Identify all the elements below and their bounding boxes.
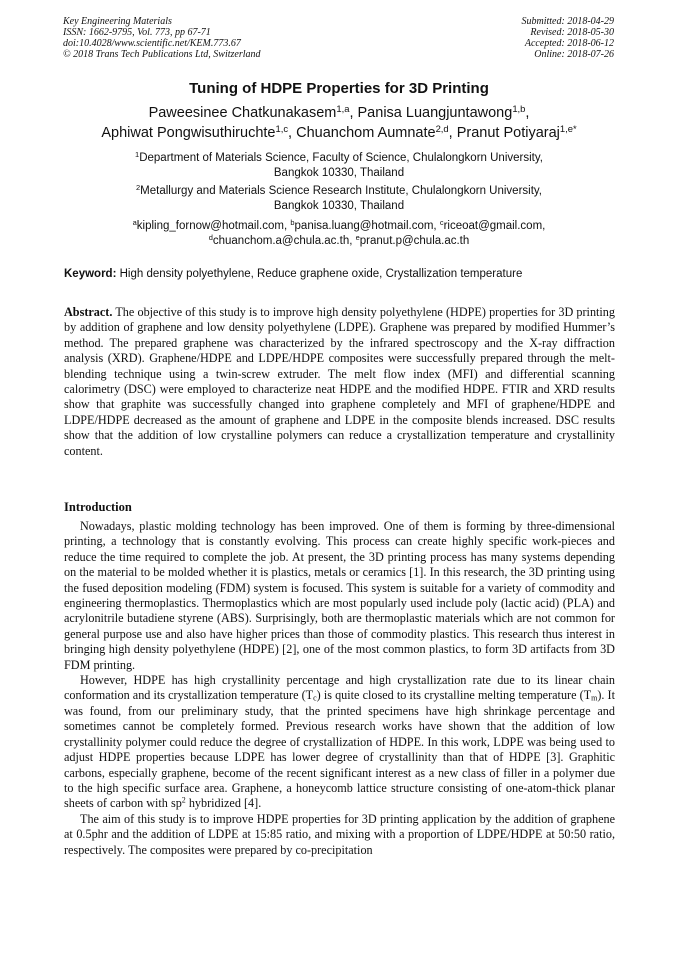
affiliation-address: Bangkok 10330, Thailand — [273, 200, 405, 212]
author-name: Panisa Luangjuntawong — [357, 105, 513, 121]
author-affiliation-mark: 2,d — [435, 122, 449, 134]
author-name: Chuanchom Aumnate — [296, 125, 436, 141]
author-emails: $^a$kipling_fornow@hotmail.com, $^b$panisa.luang@hotmail.com, $^c$riceoat@gmail.com, $^d$chuanchom.a@chula.ac.th, $^e$pranut.p@chula.ac.th — [132, 217, 546, 247]
email-a[interactable]: kipling_fornow@hotmail.com, — [136, 220, 288, 232]
author-affiliation-mark: 1,c — [275, 122, 289, 134]
journal-name: Key Engineering Materials — [63, 16, 172, 27]
author-name: Paweesinee Chatkunakasem — [148, 105, 337, 121]
affiliation-1 — [90, 151, 588, 181]
author-list — [40, 103, 638, 143]
affiliation-2 — [90, 184, 588, 214]
affiliation-text: Department of Materials Science, Faculty of Science, Chulalongkorn University, — [139, 152, 543, 164]
affiliation-text: Metallurgy and Materials Science Research Institute, Chulalongkorn University, — [140, 185, 542, 197]
email-b[interactable]: panisa.luang@hotmail.com, — [294, 220, 437, 232]
accepted-date: Accepted: 2018-06-12 — [524, 38, 614, 49]
email-e[interactable]: pranut.p@chula.ac.th — [359, 235, 470, 247]
introduction-body — [64, 519, 615, 858]
author-line-1: Paweesinee Chatkunakasem$^{1,a}$, Panisa Luangjuntawong$^{1,b}$, — [148, 102, 530, 121]
publication-dates — [522, 16, 615, 60]
issn-line: ISSN: 1662-9795, Vol. 773, pp 67-71 — [63, 27, 211, 38]
abstract-label: Abstract. — [64, 305, 113, 319]
author-affiliation-mark: 1,a — [336, 102, 350, 114]
revised-date: Revised: 2018-05-30 — [530, 27, 614, 38]
keywords — [64, 268, 614, 280]
introduction-heading: Introduction — [64, 500, 132, 514]
abstract — [64, 305, 615, 459]
email-d[interactable]: chuanchom.a@chula.ac.th, — [212, 235, 353, 247]
paper-title: Tuning of HDPE Properties for 3D Printing — [189, 80, 489, 97]
abstract-text: The objective of this study is to improve high density polyethylene (HDPE) properties for 3D printing by addition of graphene and low density polyethylene (LDPE). Graphene was prepared by modified Hummer’s method. The prepared graphene was characterized by the infrared spectroscopy and the X-ray diffraction analysis (XRD). Graphene/HDPE and LDPE/HDPE composites were successfully prepared through the melt-blending technique using a twin-screw extruder. The melt flow index (MFI) and differential scanning calorimetry (DSC) were employed to characterize neat HDPE and the modified HDPE. FTIR and XRD results show that graphite was successfully changed into graphene completely and MFI of graphene/HDPE and LDPE/HDPE decreased as the amount of graphene and LDPE in the composite blends increased. DSC results show that the addition of low crystalline polymers can reduce a crystallization temperature and crystallinity content. — [64, 305, 615, 458]
affiliation-address: Bangkok 10330, Thailand — [273, 167, 405, 179]
keyword-label: Keyword: — [64, 268, 117, 280]
doi-line: doi:10.4028/www.scientific.net/KEM.773.67 — [63, 38, 241, 49]
submitted-date: Submitted: 2018-04-29 — [521, 16, 614, 27]
intro-paragraph-3: The aim of this study is to improve HDPE properties for 3D printing application by the addition of graphene at 0.5phr and the addition of LDPE at 15:85 ratio, and mixing with a proportion of LDPE/HDPE at 50:50 ratio, respectively. The composites were prepared by co-precipitation — [64, 811, 615, 857]
email-c[interactable]: riceoat@gmail.com, — [443, 220, 546, 232]
author-line-2: Aphiwat Pongwisuthiruchte$^{1,c}$, Chuanchom Aumnate$^{2,d}$, Pranut Potiyaraj$^{1,e*}$ — [101, 122, 577, 141]
author-affiliation-mark: 1,e* — [559, 122, 577, 134]
intro-paragraph-1: Nowadays, plastic molding technology has been improved. One of them is forming by three-dimensional printing, a technology that is constantly evolving. This process can create highly specific work-pieces and reduce the time required to complete the job. At present, the 3D printing process has many systems depending on the material to be molded whether it is plastics, metals or ceramics [1]. In this research, the 3D printing using the fused deposition modeling (FDM) system is focused. This system is suitable for a variety of commodity and engineering thermoplastics. Thermoplastics which are most popularly used include poly (lactic acid) (PLA) and acrylonitrile butadiene styrene (ABS). Surprisingly, both are thermoplastic materials which are not common for general purpose use and also have higher prices than those of commodity plastics. This research thus interest in bringing high density polyethylene (HDPE) [2], one of the most common plastics, to form 3D artifacts from 3D FDM printing. — [64, 519, 615, 672]
author-name: Pranut Potiyaraj — [456, 125, 560, 141]
copyright-line: © 2018 Trans Tech Publications Ltd, Switzerland — [63, 49, 261, 60]
affiliation-mark: 2 — [136, 182, 141, 192]
author-name: Aphiwat Pongwisuthiruchte — [101, 125, 276, 141]
intro-paragraph-2: However, HDPE has high crystallinity percentage and high crystallization rate due to its linear chain conformation and its crystallization temperature $(T_c)$ is quite closed to its crystalline melting temperature $(T_m)$. It was found, from our preliminary study, that the printed specimens have high shrinkage percentage and sometimes cannot be completely formed. Previous research works have shown that the addition of low crystallinity polymer could reduce the degree of crystallization of HDPE. In this work, LDPE was being used to adjust HDPE properties because LDPE has lower degree of crystallinity than that of HDPE [3]. Graphitic carbons, especially graphene, become of the recent significant interest as a new class of filler in a polymer due to the high specific surface area. Graphene, a honeycomb lattice structure consisting of one-atom-thick planar sheets of carbon with $sp^2$ hybridized [4]. — [64, 673, 615, 811]
author-affiliation-mark: 1,b — [512, 102, 526, 114]
keyword-text: High density polyethylene, Reduce graphene oxide, Crystallization temperature — [119, 268, 523, 280]
journal-info — [63, 16, 261, 60]
affiliation-mark: 1 — [135, 149, 140, 159]
online-date: Online: 2018-07-26 — [534, 49, 614, 60]
